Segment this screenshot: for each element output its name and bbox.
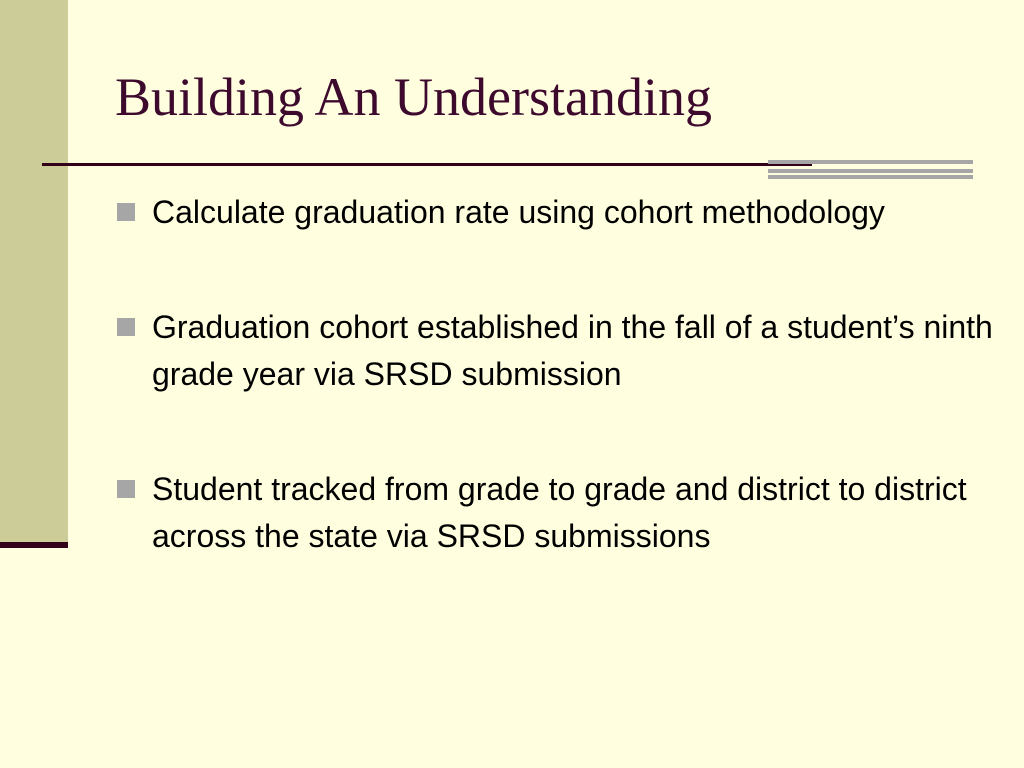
bullet-text: Calculate graduation rate using cohort methodology: [152, 194, 885, 230]
slide-title: Building An Understanding: [115, 67, 712, 127]
accent-rule-top: [768, 160, 973, 164]
accent-rule-bottom: [768, 175, 973, 179]
bullet-text: Graduation cohort established in the fall of a student’s ninth grade year via SRSD submission: [152, 309, 993, 392]
left-bar-underline: [0, 542, 68, 548]
bullet-item: [114, 466, 994, 560]
bullet-item: [114, 304, 994, 398]
left-decorative-bar: [0, 0, 68, 542]
bullet-text: Student tracked from grade to grade and district to district across the state via SRSD submissions: [152, 471, 967, 554]
title-divider: [42, 163, 812, 166]
square-bullet-icon: [117, 318, 135, 336]
square-bullet-icon: [117, 203, 135, 221]
bullet-list: [114, 189, 994, 560]
accent-rule-middle: [768, 169, 973, 173]
square-bullet-icon: [117, 480, 135, 498]
bullet-item: [114, 189, 994, 236]
